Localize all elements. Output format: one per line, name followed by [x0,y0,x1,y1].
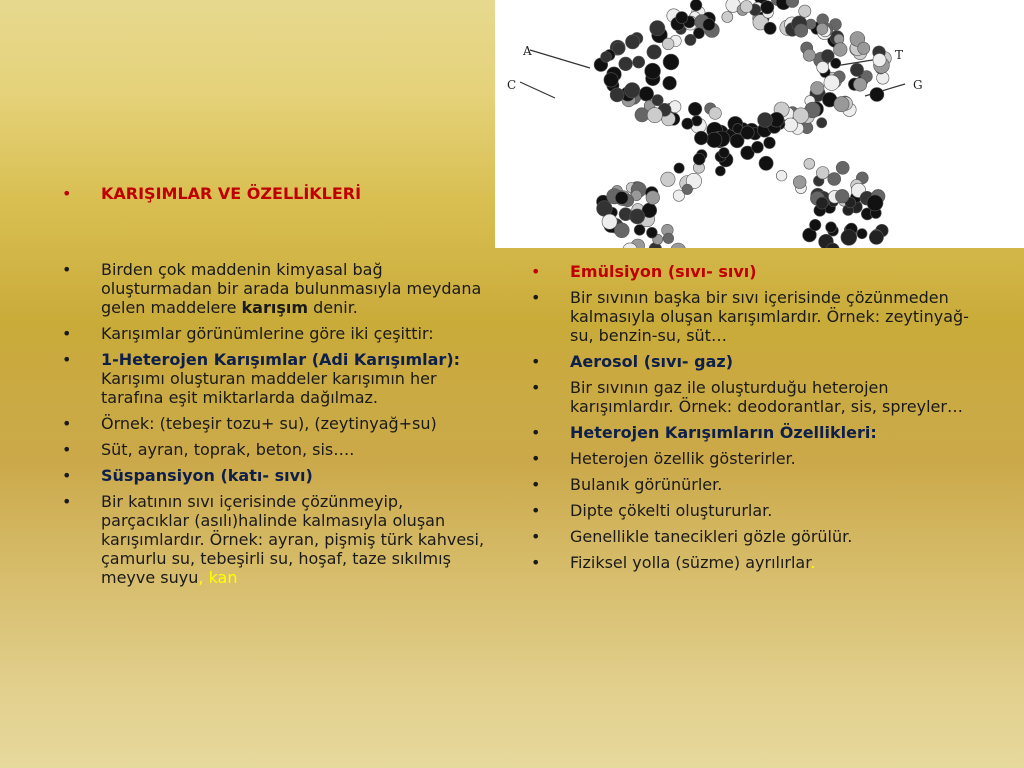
slide-title: • KARIŞIMLAR VE ÖZELLİKLERİ [62,184,362,203]
list-item [531,352,991,371]
list-item [62,414,494,433]
bullet-dot: • [531,449,541,468]
item-text: Örnek: (tebeşir tozu+ su), (zeytinyağ+su) [101,414,437,433]
item-text: Heterojen özellik gösterirler. [570,449,796,468]
list-item [531,378,991,416]
bullet-dot: • [531,527,541,546]
item-heading: Heterojen Karışımların Özellikleri: [570,423,877,442]
dna-helix-image [495,0,1024,248]
list-item [62,260,494,317]
item-text: Karışımı oluşturan maddeler karışımın her tarafına eşit miktarlarda dağılmaz. [101,369,437,407]
list-item [62,324,494,343]
item-highlight: , kan [198,568,238,587]
left-bullet-list [62,260,494,594]
bullet-dot: • [531,352,541,371]
bullet-dot: • [531,378,541,397]
dna-label-t: T [895,48,904,62]
bullet-dot: • [531,423,541,442]
item-text-tail: denir. [308,298,358,317]
bullet-dot: • [531,475,541,494]
item-heading: Süspansiyon (katı- sıvı) [101,466,313,485]
list-item [531,553,991,572]
item-bold-term: karışım [241,298,309,317]
list-item [531,262,991,281]
item-heading: 1-Heterojen Karışımlar (Adi Karışımlar): [101,350,461,369]
list-item [531,288,991,345]
item-text: Birden çok maddenin kimyasal bağ oluşturmadan bir arada bulunmasıyla meydana gelen maddelere [101,260,482,317]
bullet-dot: • [531,553,541,572]
list-item [531,501,991,520]
item-text: Bir sıvının gaz ile oluşturduğu heterojen karışımlardır. Örnek: deodorantlar, sis, spreyler… [570,378,963,416]
list-item [531,475,991,494]
item-text: Genellikle tanecikleri gözle görülür. [570,527,853,546]
list-item [62,350,494,407]
item-heading: Aerosol (sıvı- gaz) [570,352,734,371]
bullet-dot: • [62,466,72,485]
list-item [531,423,991,442]
list-item [62,466,494,485]
item-text: Süt, ayran, toprak, beton, sis…. [101,440,355,459]
bullet-dot: • [62,260,72,279]
item-text: Bir sıvının başka bir sıvı içerisinde çözünmeden kalmasıyla oluşan karışımlardır. Örnek: zeytinyağ-su, benzin-su, süt… [570,288,969,345]
bullet-dot: • [62,414,72,433]
bullet-dot: • [62,440,72,459]
item-text: Bir katının sıvı içerisinde çözünmeyip, parçacıklar (asılı)halinde kalmasıyla oluşan karışımlardır. Örnek: ayran, pişmiş türk kahvesi, çamurlu su, tebeşirli su, hoşaf, taze sıkılmış meyve suyu [101,492,485,587]
item-text: Fiziksel yolla (süzme) ayrılırlar [570,553,811,572]
list-item [531,449,991,468]
bullet-dot: • [531,262,541,281]
item-text: Karışımlar görünümlerine göre iki çeşittir: [101,324,434,343]
dna-label-c: C [507,78,517,92]
title-list [62,184,482,210]
item-text: Bulanık görünürler. [570,475,723,494]
bullet-dot: • [531,501,541,520]
list-item [62,492,494,587]
bullet-dot: • [62,350,72,369]
list-item [531,527,991,546]
dna-label-g: G [913,78,923,92]
dna-illustration [495,0,1024,248]
dna-label-a: A [523,44,532,58]
bullet-dot: • [62,492,72,511]
item-highlight: . [810,553,816,572]
right-bullet-list [531,262,991,579]
item-text: Dipte çökelti oluştururlar. [570,501,773,520]
list-item [62,440,494,459]
bullet-dot: • [62,324,72,343]
item-heading: Emülsiyon (sıvı- sıvı) [570,262,757,281]
bullet-dot: • [531,288,541,307]
